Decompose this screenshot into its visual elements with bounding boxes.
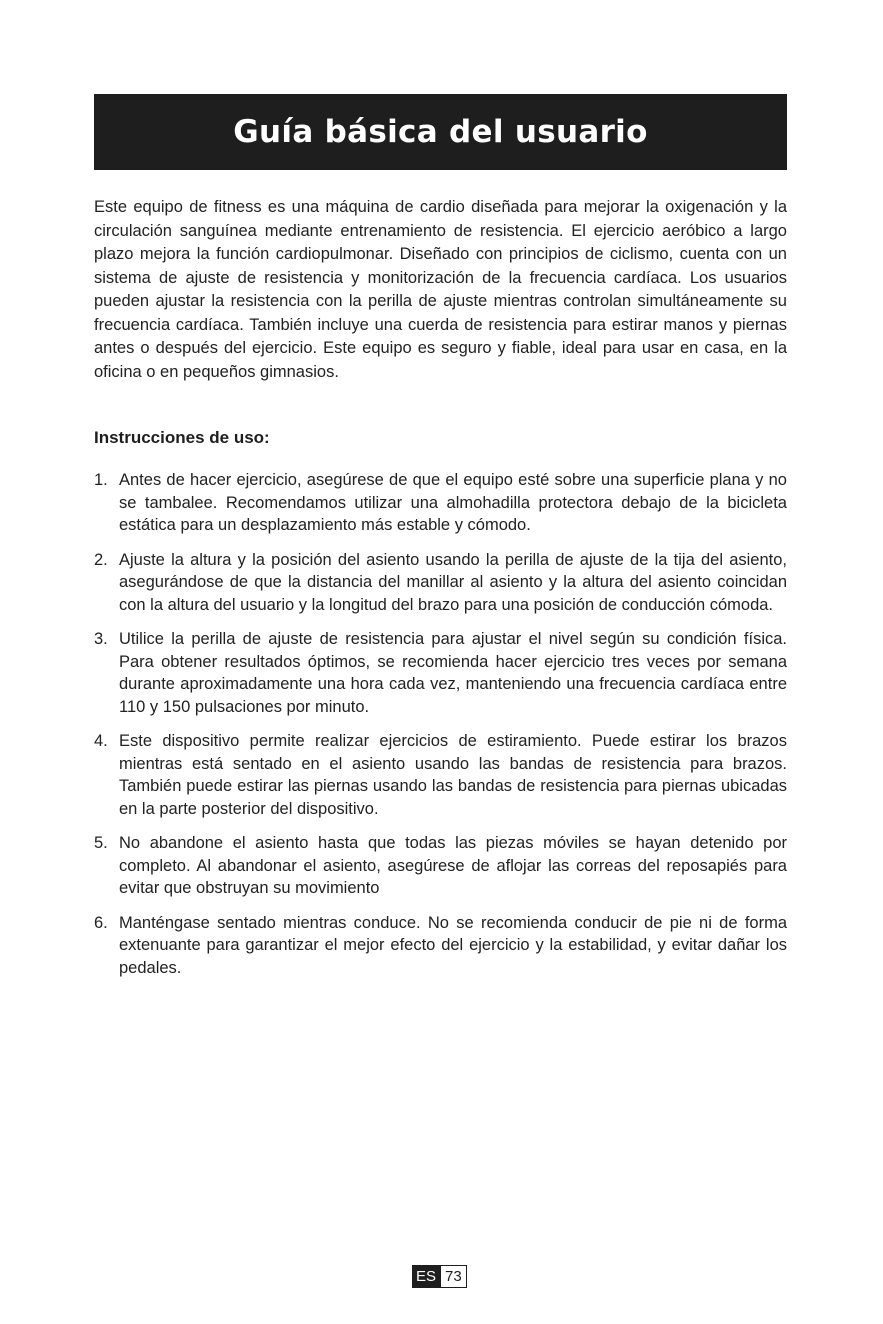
page-number-badge — [412, 1265, 467, 1288]
instruction-item — [94, 912, 787, 980]
instruction-number: 5. — [94, 834, 108, 852]
title-bar — [94, 94, 787, 170]
instruction-number: 6. — [94, 913, 108, 932]
instruction-number: 1. — [94, 471, 108, 489]
instruction-item — [94, 730, 787, 820]
instruction-number: 4. — [94, 732, 108, 750]
instruction-text: Utilice la perilla de ajuste de resistencia para ajustar el nivel según su condición física. Para obtener resultados óptimos, se recomienda hacer ejercicio tres veces por semana durante aproximadamente una hora cada vez, manteniendo una frecuencia cardíaca entre 110 y 150 pulsaciones por minuto. — [119, 630, 787, 716]
instructions-heading: Instrucciones de uso: — [94, 428, 270, 447]
instruction-item — [94, 832, 787, 900]
instruction-text: No abandone el asiento hasta que todas las piezas móviles se hayan detenido por completo. Al abandonar el asiento, asegúrese de aflojar las correas del reposapiés para evitar que obstruyan su movimiento — [119, 834, 787, 897]
instructions-list — [94, 469, 787, 991]
language-code: ES — [412, 1265, 440, 1288]
instruction-item — [94, 549, 787, 617]
instruction-text: Ajuste la altura y la posición del asiento usando la perilla de ajuste de la tija del asiento, asegurándose de que la distancia del manillar al asiento y la altura del asiento coincidan con la altura del usuario y la longitud del brazo para una posición de conducción cómoda. — [119, 550, 787, 614]
instruction-item — [94, 469, 787, 537]
intro-paragraph: Este equipo de fitness es una máquina de cardio diseñada para mejorar la oxigenación y la circulación sanguínea mediante entrenamiento de resistencia. El ejercicio aeróbico a largo plazo mejora la función cardiopulmonar. Diseñado con principios de ciclismo, cuenta con un sistema de ajuste de resistencia y monitorización de la frecuencia cardíaca. Los usuarios pueden ajustar la resistencia con la perilla de ajuste mientras controlan simultáneamente su frecuencia cardíaca. También incluye una cuerda de resistencia para estirar manos y piernas antes o después del ejercicio. Este equipo es seguro y fiable, ideal para usar en casa, en la oficina o en pequeños gimnasios. — [94, 198, 787, 381]
page-number: 73 — [440, 1265, 467, 1288]
instruction-text: Manténgase sentado mientras conduce. No se recomienda conducir de pie ni de forma extenuante para garantizar el mejor efecto del ejercicio y la estabilidad, y evitar dañar los pedales. — [119, 913, 787, 977]
page-title: Guía básica del usuario — [233, 114, 648, 150]
instruction-text: Este dispositivo permite realizar ejercicios de estiramiento. Puede estirar los brazos mientras está sentado en el asiento usando las bandas de resistencia para brazos. También puede estirar las piernas usando las bandas de resistencia para piernas ubicadas en la parte posterior del dispositivo. — [119, 732, 787, 818]
instruction-number: 3. — [94, 630, 108, 648]
instruction-number: 2. — [94, 550, 108, 569]
instruction-text: Antes de hacer ejercicio, asegúrese de que el equipo esté sobre una superficie plana y no se tambalee. Recomendamos utilizar una almohadilla protectora debajo de la bicicleta estática para un desplazamiento más estable y cómodo. — [119, 471, 787, 534]
instruction-item — [94, 628, 787, 718]
